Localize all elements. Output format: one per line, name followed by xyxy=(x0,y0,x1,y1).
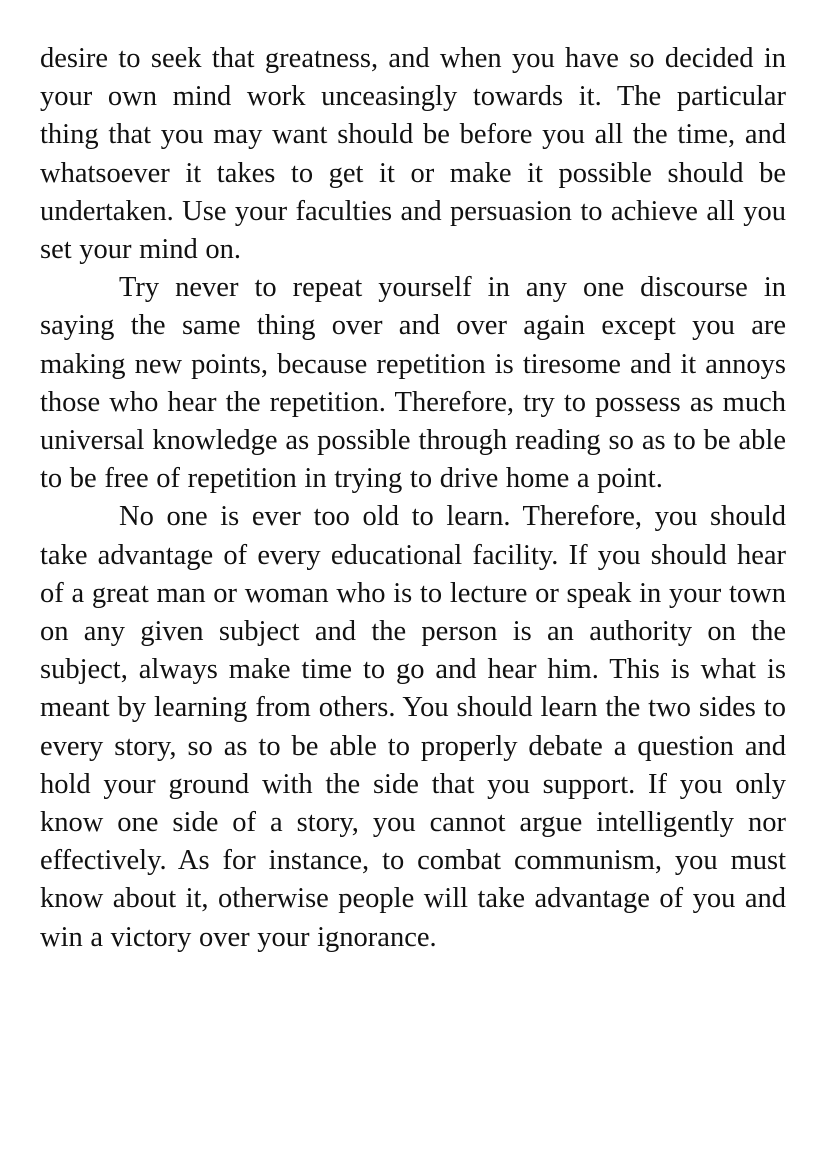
paragraph-learning: No one is ever too old to learn. Therefore, you should take advantage of every educational facility. If you should hear of a great man or woman who is to lecture or speak in your town on any given subject and the person is an authority on the subject, always make time to go and hear him. This is what is meant by learning from others. You should learn the two sides to every story, so as to be able to properly debate a question and hold your ground with the side that you support. If you only know one side of a story, you cannot argue intelligently nor effectively. As for instance, to combat communism, you must know about it, otherwise people will take advantage of you and win a victory over your ignorance. xyxy=(40,501,786,953)
paragraph-continued: desire to seek that greatness, and when you have so decided in your own mind work unceasingly towards it. The particular thing that you may want should be before you all the time, and whatsoever it takes to get it or make it possible should be undertaken. Use your faculties and persuasion to achieve all you set your mind on. xyxy=(40,43,786,266)
paragraph-repetition: Try never to repeat yourself in any one discourse in saying the same thing over and over again except you are making new points, because repetition is tiresome and it annoys those who hear the repetition. Therefore, try to possess as much universal knowledge as possible through reading so as to be able to be free of repetition in trying to drive home a point. xyxy=(40,272,786,495)
body-text xyxy=(40,40,786,957)
